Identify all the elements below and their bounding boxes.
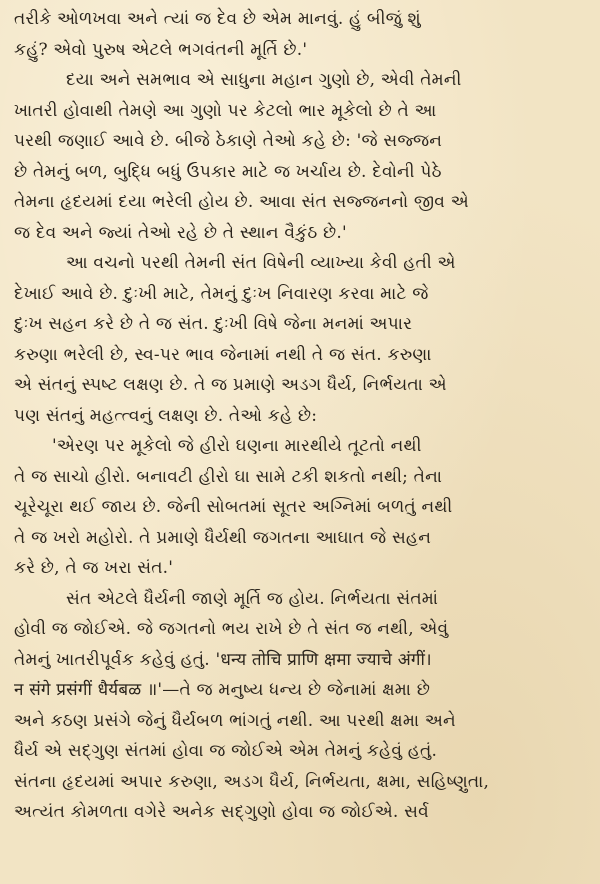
text-line: કરે છે, તે જ ખરા સંત.' xyxy=(14,558,174,578)
text-line: હોવી જ જોઈએ. જે જગતનો ભય રાખે છે તે સંત જ નથી, એવું xyxy=(14,619,449,639)
text-line: ખાતરી હોવાથી તેમણે આ ગુણો પર કેટલો ભાર મૂકેલો છે તે આ xyxy=(14,100,437,121)
text-line: ધૈર્ય એ સદ્ગુણ સંતમાં હોવા જ જોઈએ એમ તેમનું કહેવું હતું. xyxy=(14,741,438,761)
text-line: તેમના હૃદયમાં દયા ભરેલી હોય છે. આવા સંત સજ્જનનો જીવ એ xyxy=(14,192,469,212)
text-line: કરુણા ભરેલી છે, સ્વ-પર ભાવ જેનામાં નથી તે જ સંત. કરુણા xyxy=(14,344,432,365)
text-line: પરથી જણાઈ આવે છે. બીજે ઠેકાણે તેઓ કહે છે: 'જે સજ્જન xyxy=(14,131,443,151)
text-line: સંતના હૃદયમાં અપાર કરુણા, અડગ ધૈર્ય, નિર્ભયતા, ક્ષમા, સહિષ્ણુતા, xyxy=(14,771,490,792)
text-line: ચૂરેચૂરા થઈ જાય છે. જેની સોબતમાં સૂતર અગ્નિમાં બળતું નથી xyxy=(14,497,453,517)
quote-start-line: 'એરણ પર મૂકેલો જે હીરો ઘણના મારથીયે તૂટતો નથી xyxy=(52,436,422,456)
paragraph-start-line: આ વચનો પરથી તેમની સંત વિષેની વ્યાખ્યા કેવી હતી એ xyxy=(66,253,456,273)
text-line: પણ સંતનું મહત્ત્વનું લક્ષણ છે. તેઓ કહે છે: xyxy=(14,405,318,426)
page-text xyxy=(14,4,586,828)
text-line: જ દેવ અને જ્યાં તેઓ રહે છે તે સ્થાન વૈકુંઠ છે.' xyxy=(14,222,347,243)
text-line: તરીકે ઓળખવા અને ત્યાં જ દેવ છે એમ માનવું. હું બીજું શું xyxy=(14,9,421,29)
text-line: દુઃખ સહન કરે છે તે જ સંત. દુઃખી વિષે જેના મનમાં અપાર xyxy=(14,314,413,334)
text-line: તે જ સાચો હીરો. બનાવટી હીરો ઘા સામે ટકી શકતો નથી; તેના xyxy=(14,466,443,487)
text-line: તેમનું ખાતરીપૂર્વક કહેવું હતું. 'धन्य तोचि प्राणि क्षमा ज्याचे अंगीं। xyxy=(14,649,432,670)
paragraph-start-line: સંત એટલે ધૈર્યની જાણે મૂર્તિ જ હોય. નિર્ભયતા સંતમાં xyxy=(66,588,439,609)
text-line: તે જ ખરો મહોરો. તે પ્રમાણે ધૈર્યથી જગતના આઘાત જે સહન xyxy=(14,527,432,548)
text-line: અને કઠણ પ્રસંગે જેનું ધૈર્યબળ ભાંગતું નથી. આ પરથી ક્ષમા અને xyxy=(14,710,456,731)
text-line: એ સંતનું સ્પષ્ટ લક્ષણ છે. તે જ પ્રમાણે અડગ ધૈર્ય, નિર્ભયતા એ xyxy=(14,375,447,395)
text-line: અત્યંત કોમળતા વગેરે અનેક સદ્ગુણો હોવા જ જોઈએ. સર્વ xyxy=(14,802,429,822)
text-line: છે તેમનું બળ, બુદ્ધિ બધું ઉપકાર માટે જ ખર્ચાય છે. દેવોની પેઠે xyxy=(14,161,442,182)
paragraph-start-line: દયા અને સમભાવ એ સાધુના મહાન ગુણો છે, એવી તેમની xyxy=(66,70,462,90)
text-line: કહું? એવો પુરુષ એટલે ભગવંતની મૂર્તિ છે.' xyxy=(14,39,308,60)
text-line: न संगे प्रसंगीं धैर्यबळ ॥'—તે જ મનુષ્ય ધન્ય છે જેનામાં ક્ષમા છે xyxy=(14,680,431,700)
text-line: દેખાઈ આવે છે. દુઃખી માટે, તેમનું દુઃખ નિવારણ કરવા માટે જે xyxy=(14,283,429,304)
